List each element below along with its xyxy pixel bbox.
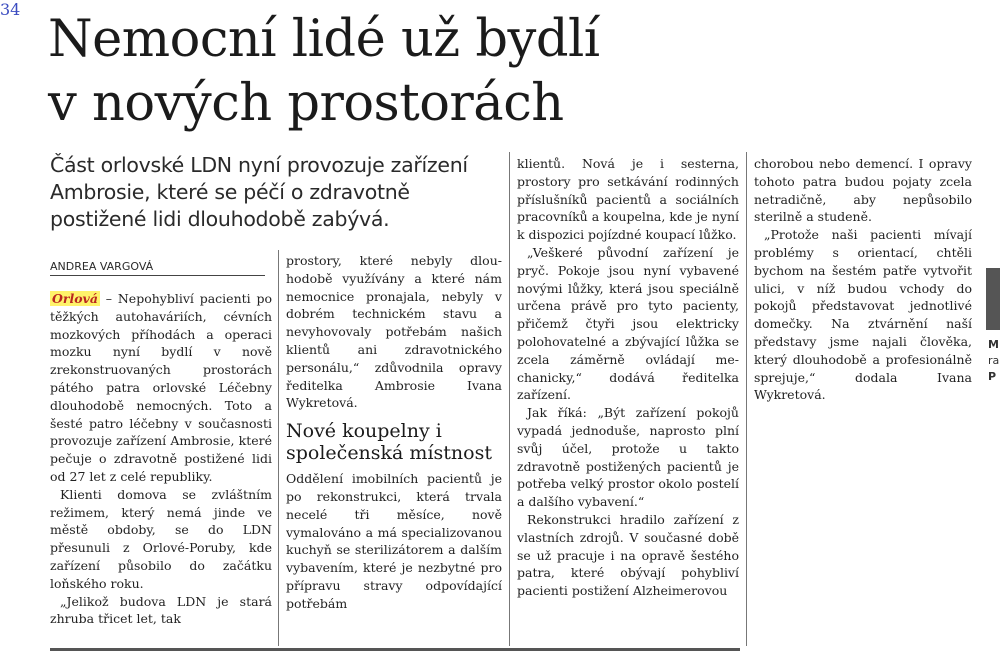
section-subheading: Nové koupelny i společenská místnost bbox=[286, 420, 492, 465]
column-divider bbox=[746, 152, 747, 646]
article-column-2 bbox=[286, 252, 502, 644]
adjacent-text-fragment: P bbox=[988, 370, 997, 383]
adjacent-text-fragment: M bbox=[988, 338, 999, 351]
col3-paragraph-1: klientů. Nová je i sesterna, prostory pro setkávání rodinných příslušníků pacientů a sociálních pracovníků a koupelna, kde je nyní k dispozici pojízdné koupací lůžko. bbox=[517, 156, 739, 243]
page-number-fragment: 34 bbox=[0, 0, 21, 19]
col4-paragraph-2: „Protože naši pacienti mívají problémy s orientací, chtěli bychom na šestém patře vytvořit ulici, v níž budou vchody do pokojů představovat jednotlivé domečky. Na ztvárnění naší představy jsme najali člověka, který dlouhodobě a profesionálně sprejuje,“ dodala Ivana Wykretová. bbox=[754, 227, 972, 403]
col1-paragraph-2: Klienti domova se zvláštním režimem, který nemá jinde ve městě obdoby, se do LDN přesunuli z Orlové-Poruby, kde zařízení působilo do začátku loňského roku. bbox=[50, 486, 272, 591]
column-divider bbox=[278, 250, 279, 646]
article-lede: Část orlovské LDN nyní provozuje zařízení Ambrosie, které se péčí o zdravotně postižené lidi dlouhodobě zabývá. bbox=[50, 153, 468, 231]
city-label: Orlová bbox=[52, 291, 98, 306]
headline-line-2: v nových prostorách bbox=[48, 74, 564, 133]
col2-paragraph-2: Oddělení imobilních pacientů je po rekonstrukci, která trvala necelé tři měsíce, nově vymalováno a má specializovanou kuchyň se sterilizátorem a dalším vybavením, které je nezbytné pro přípravu stravy odpovídající potřebám bbox=[286, 471, 502, 611]
article-column-3 bbox=[517, 155, 739, 643]
col3-paragraph-4: Rekonstrukci hradilo zařízení z vlastních zdrojů. V současné době se už pracuje i na opravě šestého patra, které obývají pohybliví pacienti postižení Alzheimerovou bbox=[517, 511, 739, 599]
col1-paragraph-1-text: – Nepohybliví pacienti po těžkých autohaváriích, cévních mozkových příhodách a operaci mozku nyní bydlí v nově zrekonstruovaných prostorách pátého patra orlovské Léčebny dlouhodobě nemocných. Toto a šesté patro léčebny v současnosti provozuje zařízení Ambrosie, které pečuje o zdravotně postižené lidi od 27 let z celé republiky. bbox=[50, 291, 272, 484]
col3-paragraph-2: „Veškeré původní zařízení je pryč. Pokoje jsou nyní vybavené novými lůžky, která jsou speciálně určena právě pro tyto pacienty, přičemž čtyři jsou elektricky polohovatelné a zbývající lůžka se zcela záměrně ovládají mechanicky,“ dodává ředitelka zařízení. bbox=[517, 244, 739, 403]
adjacent-photo bbox=[986, 268, 1000, 330]
article-column-1 bbox=[50, 290, 272, 642]
adjacent-article-edge bbox=[986, 0, 1000, 663]
author-byline: ANDREA VARGOVÁ bbox=[50, 260, 265, 276]
col2-paragraph-1: prostory, které nebyly dlouhodobě využívány a které nám nemocnice pronajala, nebyly v dobrém technickém stavu a nevyhovovaly potřebám našich klientů ani zdravotnického personálu,“ zdůvodnila opravy ředitelka Ambrosie Ivana Wykretová. bbox=[286, 253, 502, 411]
column-divider bbox=[509, 152, 510, 646]
article-column-4 bbox=[754, 155, 972, 405]
headline-line-1: Nemocní lidé už bydlí bbox=[48, 10, 600, 69]
col1-paragraph-1 bbox=[50, 290, 272, 486]
bottom-rule bbox=[50, 648, 740, 651]
adjacent-text-fragment: ra bbox=[988, 354, 1000, 367]
col1-paragraph-3: „Jelikož budova LDN je stará zhruba třicet let, tak bbox=[50, 593, 272, 627]
col4-paragraph-1: chorobou nebo demencí. I opravy tohoto patra budou pojaty zcela netradičně, aby nepůsobilo sterilně a studeně. bbox=[754, 156, 972, 225]
col3-paragraph-3: Jak říká: „Být zařízení pokojů vypadá jednoduše, naprosto plní svůj účel, protože u takto zdravotně postižených pacientů je potřeba velký prostor okolo postelí a dalšího vybavení.“ bbox=[517, 405, 739, 510]
article-headline bbox=[48, 8, 948, 136]
